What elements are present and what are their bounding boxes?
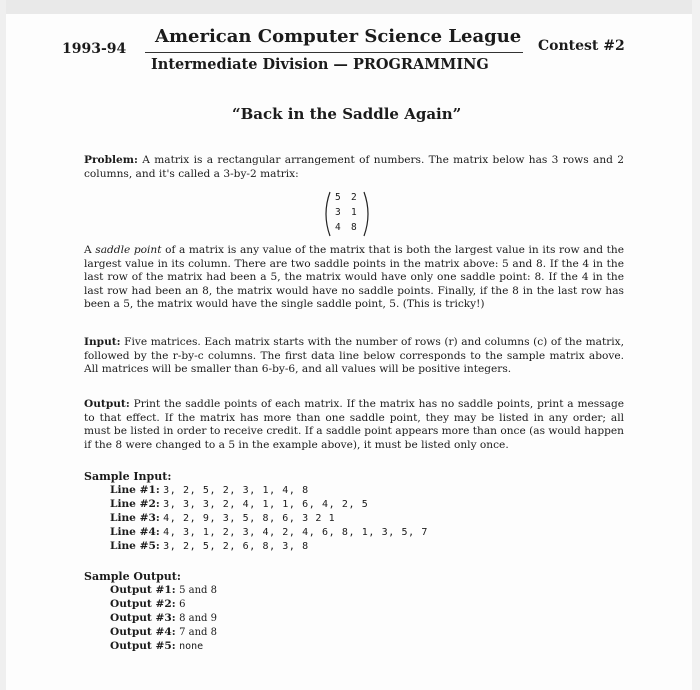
sample-output-line xyxy=(110,626,217,638)
sample-output-line xyxy=(110,584,217,596)
output-line-value: 8 and 9 xyxy=(179,613,217,624)
output-label: Output: xyxy=(84,398,130,410)
input-line-label: Line #5: xyxy=(110,540,160,552)
sample-input-line xyxy=(110,526,428,538)
output-line-label: Output #5: xyxy=(110,640,176,652)
input-text: Five matrices. Each matrix starts with the number of rows (r) and columns (c) of the matrix, followed by the r-by-c columns. The first data line below corresponds to the sample matrix above. All matrices will be smaller than 6-by-6, and all values will be positive integers. xyxy=(84,336,624,376)
output-line-value: none xyxy=(179,641,204,652)
output-line-value: 6 xyxy=(179,599,186,610)
input-line-value: 4, 3, 1, 2, 3, 4, 2, 4, 6, 8, 1, 3, 5, 7 xyxy=(163,527,428,538)
output-line-value: 7 and 8 xyxy=(179,627,217,638)
sample-output-line xyxy=(110,640,203,652)
input-line-value: 4, 2, 9, 3, 5, 8, 6, 3 2 1 xyxy=(163,513,336,524)
output-line-label: Output #4: xyxy=(110,626,176,638)
input-line-value: 3, 2, 5, 2, 6, 8, 3, 8 xyxy=(163,541,309,552)
output-line-label: Output #1: xyxy=(110,584,176,596)
input-label: Input: xyxy=(84,336,121,348)
input-line-label: Line #3: xyxy=(110,512,160,524)
matrix-parentheses xyxy=(321,190,373,238)
saddle-text-after: of a matrix is any value of the matrix that is both the largest value in its row and the largest value in its column. There are two saddle points in the matrix above: 5 and 8. If the 4 in the last row of the matrix had been a 5, the matrix would have only one saddle point: 8. If the 4 in the last row had been an 8, the matrix would have no saddle points. Finally, if the 8 in the last row has been a 5, the matrix would have the single saddle point, 5. (This is tricky!) xyxy=(84,244,624,311)
output-text: Print the saddle points of each matrix. If the matrix has no saddle points, print a message to that effect. If the matrix has more than one saddle point, they may be listed in any order; all must be listed in order to receive credit. If a saddle point appears more than once (as would happen if the 8 were changed to a 5 in the example above), it must be listed only once. xyxy=(84,398,624,451)
input-line-value: 3, 3, 3, 2, 4, 1, 1, 6, 4, 2, 5 xyxy=(163,499,369,510)
matrix-cell: 1 xyxy=(351,207,357,218)
sample-input-label: Sample Input: xyxy=(84,470,172,483)
header-year: 1993-94 xyxy=(62,41,127,57)
matrix-cell: 4 xyxy=(335,222,341,233)
input-paragraph xyxy=(84,336,624,377)
page-right-edge xyxy=(692,0,700,690)
matrix-cell: 3 xyxy=(335,207,341,218)
problem-text: A matrix is a rectangular arrangement of numbers. The matrix below has 3 rows and 2 columns, and it's called a 3-by-2 matrix: xyxy=(84,154,624,180)
header-contest: Contest #2 xyxy=(538,38,625,54)
output-line-label: Output #2: xyxy=(110,598,176,610)
problem-label: Problem: xyxy=(84,154,138,166)
matrix-cell: 5 xyxy=(335,192,341,203)
sample-input-line xyxy=(110,484,309,496)
header-organization: American Computer Science League xyxy=(155,26,522,47)
input-line-label: Line #2: xyxy=(110,498,160,510)
sample-input-line xyxy=(110,540,309,552)
page-top-edge xyxy=(0,0,700,14)
sample-input-line xyxy=(110,512,335,524)
problem-title: “Back in the Saddle Again” xyxy=(232,105,462,123)
output-line-label: Output #3: xyxy=(110,612,176,624)
header-rule xyxy=(145,52,523,53)
matrix-cell: 8 xyxy=(351,222,357,233)
sample-matrix xyxy=(321,190,373,238)
sample-output-label: Sample Output: xyxy=(84,570,181,583)
saddle-term: saddle point xyxy=(95,244,162,256)
saddle-text-before: A xyxy=(84,244,96,256)
input-line-label: Line #4: xyxy=(110,526,160,538)
input-line-value: 3, 2, 5, 2, 3, 1, 4, 8 xyxy=(163,485,309,496)
header-division: Intermediate Division — PROGRAMMING xyxy=(151,56,489,73)
output-paragraph xyxy=(84,398,624,452)
sample-output-line xyxy=(110,598,185,610)
page-left-edge xyxy=(0,0,6,690)
input-line-label: Line #1: xyxy=(110,484,160,496)
sample-input-line xyxy=(110,498,368,510)
matrix-cell: 2 xyxy=(351,192,357,203)
sample-output-line xyxy=(110,612,217,624)
saddle-point-paragraph xyxy=(84,244,624,312)
problem-paragraph xyxy=(84,154,624,181)
output-line-value: 5 and 8 xyxy=(179,585,217,596)
